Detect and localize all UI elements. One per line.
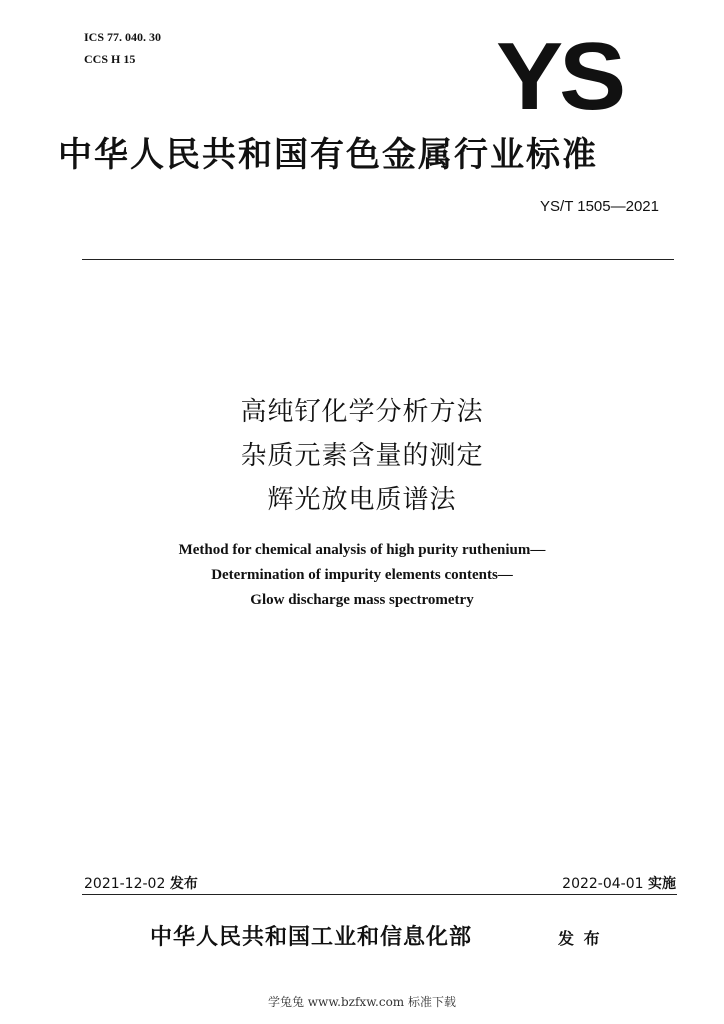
issue-label: 发布 (169, 876, 198, 892)
english-title-line-3: Glow discharge mass spectrometry (250, 592, 474, 608)
standard-number: YS/T 1505—2021 (540, 198, 659, 215)
chinese-title-line-1: 高纯钌化学分析方法 (240, 397, 484, 427)
implementation-label: 实施 (648, 876, 676, 892)
issuer-action: 发 布 (558, 929, 602, 948)
download-watermark: 学兔兔 www.bzfxw.com 标准下载 (267, 995, 457, 1009)
standard-type-heading: 中华人民共和国有色金属行业标准 (58, 135, 598, 175)
chinese-title-line-3: 辉光放电质谱法 (267, 485, 457, 515)
header-divider (82, 259, 674, 260)
implementation-date-value: 2022-04-01 (562, 876, 644, 892)
implementation-date (562, 875, 676, 893)
ys-logo: YS (496, 23, 623, 130)
footer-divider (82, 894, 677, 895)
english-title-line-2: Determination of impurity elements contents— (211, 567, 513, 583)
english-title-line-1: Method for chemical analysis of high purity ruthenium— (178, 542, 546, 558)
issue-date-value: 2021-12-02 (84, 876, 166, 892)
issue-date (84, 875, 198, 893)
issuer-name: 中华人民共和国工业和信息化部 (150, 925, 473, 950)
ics-code: ICS 77. 040. 30 (84, 30, 162, 44)
ccs-code: CCS H 15 (84, 52, 136, 66)
chinese-title-line-2: 杂质元素含量的测定 (240, 441, 484, 471)
